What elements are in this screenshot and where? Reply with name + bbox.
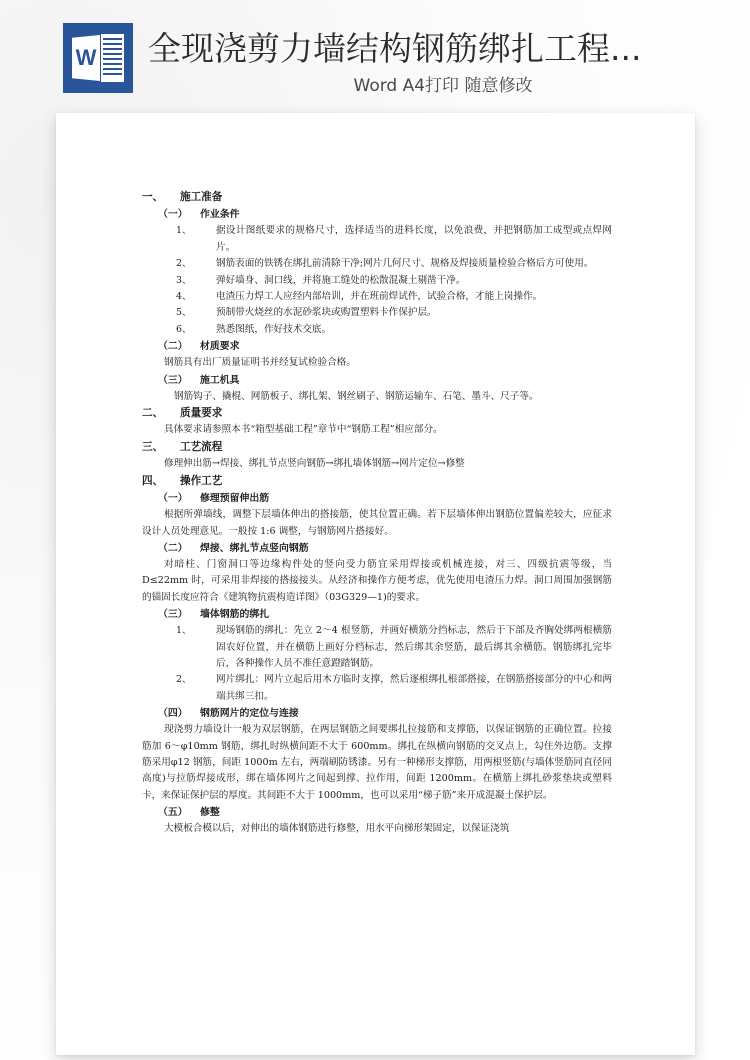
word-icon-sheet bbox=[72, 31, 124, 85]
subsection-heading bbox=[142, 705, 612, 722]
list-item bbox=[142, 322, 612, 338]
list-item-text: 弹好墙身、洞口线，并将施工缝处的松散混凝土剔凿干净。 bbox=[216, 274, 466, 286]
list-item-number: 6、 bbox=[176, 323, 192, 335]
list-item-number: 2、 bbox=[176, 258, 192, 270]
document-page bbox=[56, 113, 695, 1055]
subsection-number: （二） bbox=[158, 341, 188, 353]
list-item-number: 4、 bbox=[176, 291, 192, 303]
subsection-title: 修理预留伸出筋 bbox=[200, 493, 270, 505]
list-item bbox=[142, 223, 612, 256]
paragraph: 根据所弹墙线，调整下层墙体伸出的搭接筋，使其位置正确。若下层墙体伸出钢筋位置偏差较大，应征求设计人员处理意见。一般按 1:6 调整，与钢筋网片搭接好。 bbox=[142, 509, 612, 537]
subsection-number: （四） bbox=[158, 708, 188, 720]
subsection-heading bbox=[142, 338, 612, 355]
subsection-heading bbox=[142, 206, 612, 223]
subsection-number: （五） bbox=[158, 807, 188, 819]
list-item-text: 据设计图纸要求的规格尺寸，选择适当的进料长度，以免浪费，并把钢筋加工成型或点焊网片。 bbox=[216, 225, 612, 253]
subsection-number: （三） bbox=[158, 374, 188, 386]
list-item bbox=[142, 623, 612, 672]
list-item-text: 电渣压力焊工人应经内部培训，并在班前焊试件，试验合格，才能上岗操作。 bbox=[216, 291, 543, 303]
subsection-number: （一） bbox=[158, 493, 188, 505]
section-title: 质量要求 bbox=[180, 407, 223, 420]
section-title: 工艺流程 bbox=[180, 440, 223, 453]
paragraph: 大模板合模以后，对伸出的墙体钢筋进行修整，用水平向梯形架固定，以保证浇筑 bbox=[164, 823, 510, 835]
list-item-number: 5、 bbox=[176, 307, 192, 319]
word-icon-lines bbox=[101, 34, 124, 82]
paragraph: 对暗柱、门窗洞口等边缘构件处的竖向受力筋宜采用焊接或机械连接，对三、四级抗震等级，当 D≤22mm 时，可采用非焊接的搭接接头。从经济和操作方便考虑，优先使用电渣压力焊。洞口周围加强钢筋的锚固长度应符合《建筑物抗震构造详图》（03G329—1)的要求。 bbox=[142, 558, 612, 603]
subsection-number: （二） bbox=[158, 542, 188, 554]
subsection-heading bbox=[142, 540, 612, 557]
list-item-number: 1、 bbox=[176, 625, 192, 637]
subsection-heading bbox=[142, 372, 612, 389]
subsection-heading bbox=[142, 490, 612, 507]
section-number: 一、 bbox=[142, 191, 164, 203]
word-document-icon bbox=[63, 23, 133, 93]
section-number: 四、 bbox=[142, 474, 164, 487]
list-item-text: 预制带火烧丝的水泥砂浆块或购置塑料卡作保护层。 bbox=[216, 307, 437, 319]
list-item bbox=[142, 305, 612, 321]
subsection-number: （三） bbox=[158, 609, 188, 621]
paragraph: 钢筋具有出厂质量证明书并经复试检验合格。 bbox=[164, 357, 356, 369]
subsection-title: 焊接、绑扎节点竖向钢筋 bbox=[200, 542, 309, 554]
list-item-number: 1、 bbox=[176, 225, 192, 237]
list-item-text: 熟悉图纸，作好技术交底。 bbox=[216, 323, 332, 335]
process-flow-paragraph: 修理伸出筋→焊接、绑扎节点竖向钢筋→绑扎墙体钢筋→网片定位→修整 bbox=[164, 458, 465, 470]
subsection-heading bbox=[142, 606, 612, 623]
paragraph: 现浇剪力墙设计一般为双层钢筋，在两层钢筋之间要绑扎拉接筋和支撑筋，以保证钢筋的正确位置。拉接筋加 6～φ10mm 钢筋，绑扎时纵横间距不大于 600mm。绑扎在纵横向钢筋的交叉点上，勾住外边筋。支撑筋采用φ12 钢筋，间距 1000m 左右，两端刷防锈漆。另有一种梯形支撑筋，用两根竖筋(与墙体竖筋同直径同高度)与拉筋焊接成形，绑在墙体网片之间起到撑、拉作用，间距 1200mm。在横筋上绑扎砂浆垫块或塑料卡，来保证保护层的厚度。其间距不大于 1000mm，也可以采用“梯子筋”来开成混凝土保护层。 bbox=[142, 724, 612, 801]
subsection-title: 作业条件 bbox=[200, 209, 240, 221]
list-item bbox=[142, 672, 612, 705]
list-item bbox=[142, 273, 612, 289]
list-item-number: 3、 bbox=[176, 274, 192, 286]
section-number: 二、 bbox=[142, 407, 164, 420]
document-header bbox=[0, 0, 750, 113]
section-heading bbox=[142, 189, 612, 206]
section-heading bbox=[142, 439, 612, 456]
list-item-text: 网片绑扎：网片立起后用木方临时支撑，然后逐根绑扎根部搭接，在钢筋搭接部分的中心和两端共绑三扣。 bbox=[216, 674, 612, 702]
subsection-number: （一） bbox=[158, 209, 188, 221]
subsection-title: 材质要求 bbox=[200, 341, 240, 353]
document-body bbox=[142, 189, 612, 838]
subsection-title: 钢筋网片的定位与连接 bbox=[200, 708, 299, 720]
list-item-text: 现场钢筋的绑扎：先立 2～4 根竖筋，并画好横筋分挡标志，然后于下部及齐胸处绑两根横筋固农好位置，并在横筋上画好分档标志，然后绑其余竖筋，最后绑其余横筋。钢筋绑扎完毕后，各种操作人员不准任意蹬踏钢筋。 bbox=[216, 625, 612, 669]
list-item bbox=[142, 256, 612, 272]
section-heading bbox=[142, 405, 612, 422]
word-icon-letter: W bbox=[75, 45, 97, 70]
paragraph: 具体要求请参照本书“箱型基础工程”章节中“钢筋工程”相应部分。 bbox=[164, 424, 443, 436]
page-title: 全现浇剪力墙结构钢筋绑扎工程... bbox=[148, 29, 642, 68]
section-heading bbox=[142, 473, 612, 490]
section-title: 操作工艺 bbox=[180, 474, 223, 487]
list-item bbox=[142, 289, 612, 305]
section-title: 施工准备 bbox=[180, 191, 223, 203]
list-item-number: 2、 bbox=[176, 674, 192, 686]
paragraph: 钢筋钩子、撬棍、网筋板子、绑扎架、钢丝刷子、钢筋运输车、石笔、墨斗、尺子等。 bbox=[174, 390, 539, 402]
page-subtitle: Word A4打印 随意修改 bbox=[353, 76, 533, 96]
section-number: 三、 bbox=[142, 440, 164, 453]
subsection-title: 施工机具 bbox=[200, 374, 240, 386]
list-item-text: 钢筋表面的铁锈在绑扎前清除干净;网片几何尺寸、规格及焊接质量检验合格后方可使用。 bbox=[216, 258, 594, 270]
subsection-heading bbox=[142, 804, 612, 821]
subsection-title: 墙体钢筋的绑扎 bbox=[200, 609, 270, 621]
subsection-title: 修整 bbox=[200, 807, 220, 819]
